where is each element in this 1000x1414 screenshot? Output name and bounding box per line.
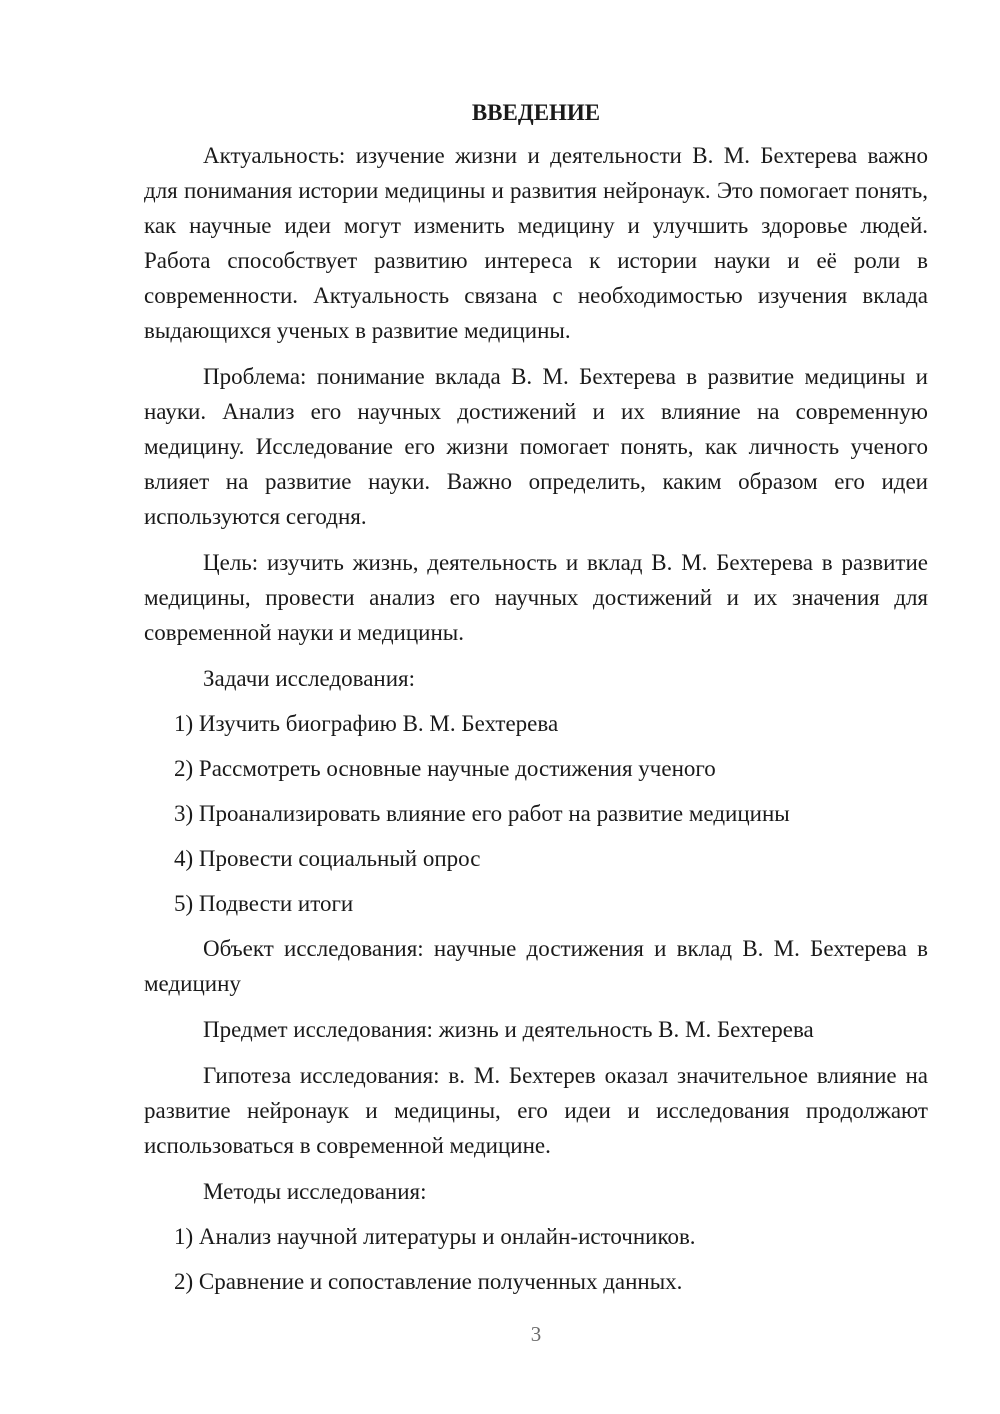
page-number: 3 [530, 1322, 542, 1346]
hypothesis-paragraph: Гипотеза исследования: в. М. Бехтерев оказал значительное влияние на развитие нейронаук и медицины, его идеи и исследования продолжают использоваться в современной медицине. [144, 1063, 928, 1158]
task-item: 2) Рассмотреть основные научные достижения ученого [174, 756, 716, 781]
methods-heading: Методы исследования: [203, 1179, 427, 1204]
page-title: ВВЕДЕНИЕ [471, 100, 601, 125]
relevance-paragraph: Актуальность: изучение жизни и деятельности В. М. Бехтерева важно для понимания истории медицины и развития нейронаук. Это помогает понять, как научные идеи могут изменить медицину и улучшить здоровье людей. Работа способствует развитию интереса к истории науки и её роли в современности. Актуальность связана с необходимостью изучения вклада выдающихся ученых в развитие медицины. [144, 143, 928, 343]
task-item: 1) Изучить биографию В. М. Бехтерева [174, 711, 559, 736]
task-item: 3) Проанализировать влияние его работ на развитие медицины [174, 801, 790, 826]
subject-paragraph: Предмет исследования: жизнь и деятельность В. М. Бехтерева [203, 1017, 814, 1042]
method-item: 1) Анализ научной литературы и онлайн-источников. [174, 1224, 696, 1249]
task-item: 4) Провести социальный опрос [174, 846, 481, 871]
problem-paragraph: Проблема: понимание вклада В. М. Бехтерева в развитие медицины и науки. Анализ его научных достижений и их влияние на современную медицину. Исследование его жизни помогает понять, как личность ученого влияет на развитие науки. Важно определить, каким образом его идеи используются сегодня. [144, 364, 928, 529]
method-item: 2) Сравнение и сопоставление полученных данных. [174, 1269, 683, 1294]
object-paragraph: Объект исследования: научные достижения и вклад В. М. Бехтерева в медицину [144, 936, 928, 996]
tasks-heading: Задачи исследования: [203, 666, 416, 691]
task-item: 5) Подвести итоги [174, 891, 354, 916]
document-page [144, 96, 928, 1309]
goal-paragraph: Цель: изучить жизнь, деятельность и вклад В. М. Бехтерева в развитие медицины, провести анализ его научных достижений и их значения для современной науки и медицины. [144, 550, 928, 645]
